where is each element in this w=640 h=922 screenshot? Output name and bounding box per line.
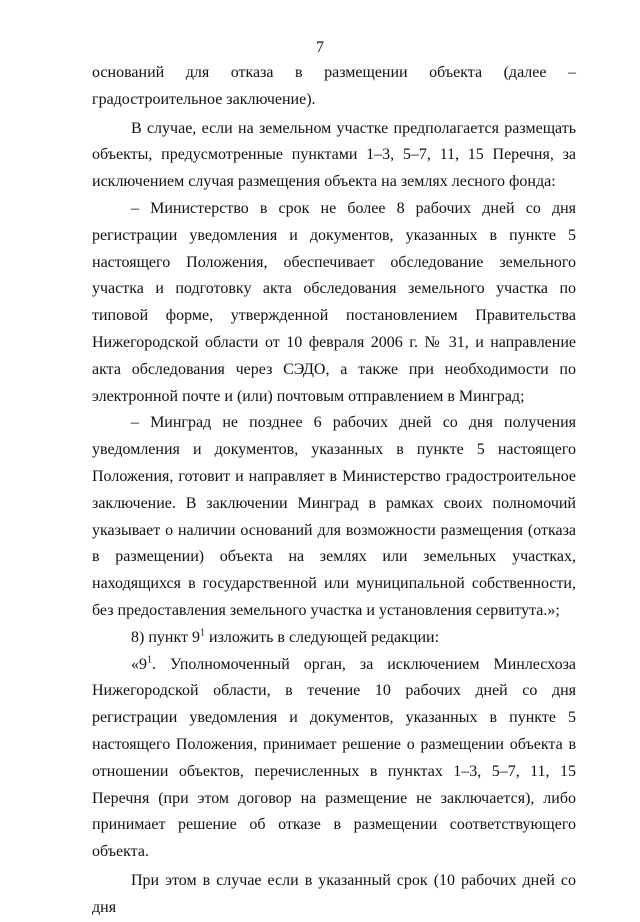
paragraph-clause-9-1 <box>92 652 576 866</box>
clause-9-1-text-before: «9 <box>131 655 147 673</box>
document-body <box>92 60 576 922</box>
clause-9-1-superscript: 1 <box>147 654 152 666</box>
paragraph-deadline-case: При этом в случае если в указанный срок (10 рабочих дней со дня <box>92 871 576 916</box>
paragraph-clause-8 <box>92 625 576 652</box>
clause-8-text-before: 8) пункт 9 <box>131 628 201 646</box>
paragraph-ministry-duty: – Министерство в срок не более 8 рабочих дней со дня регистрации уведомления и документов, указанных в пункте 5 настоящего Положения, обеспечивает обследование земельного участка и подготовку акта обследования земельного участка по типовой форме, утвержденной постановлением Правительства Нижегородской области от 10 февраля 2006 г. № 31, и направление акта обследования через СЭДО, а также при необходимости по электронной почте и (или) почтовым отправлением в Минград; <box>92 199 576 405</box>
clause-9-1-text-after: . Уполномоченный орган, за исключением Минлесхоза Нижегородской области, в течение 10 рабочих дней со дня регистрации уведомления и документов, указанных в пункте 5 настоящего Положения, принимает решение о размещении объекта в отношении объектов, перечисленных в пунктах 1–3, 5–7, 11, 15 Перечня (при этом договор на размещение не заключается), либо принимает решение об отказе в размещении соответствующего объекта. <box>92 655 576 861</box>
paragraph-mingrad-duty: – Минград не позднее 6 рабочих дней со дня получения уведомления и документов, указанных в пункте 5 настоящего Положения, готовит и направляет в Министерство градостроительное заключение. В заключении Минград в рамках своих полномочий указывает о наличии оснований для возможности размещения (отказа в размещении) объекта на землях или земельных участках, находящихся в государственной или муниципальной собственности, без предоставления земельного участка и установления сервитута.»; <box>92 414 576 619</box>
paragraph-continuation: оснований для отказа в размещении объекта (далее – градостроительное заключение). <box>92 64 576 108</box>
clause-8-text-after: изложить в следующей редакции: <box>205 628 440 646</box>
page-number: 7 <box>316 39 324 56</box>
paragraph-objects-condition: В случае, если на земельном участке предполагается размещать объекты, предусмотренные пунктами 1–3, 5–7, 11, 15 Перечня, за исключением случая размещения объекта на землях лесного фонда: <box>92 119 576 191</box>
clause-8-superscript: 1 <box>200 627 206 639</box>
